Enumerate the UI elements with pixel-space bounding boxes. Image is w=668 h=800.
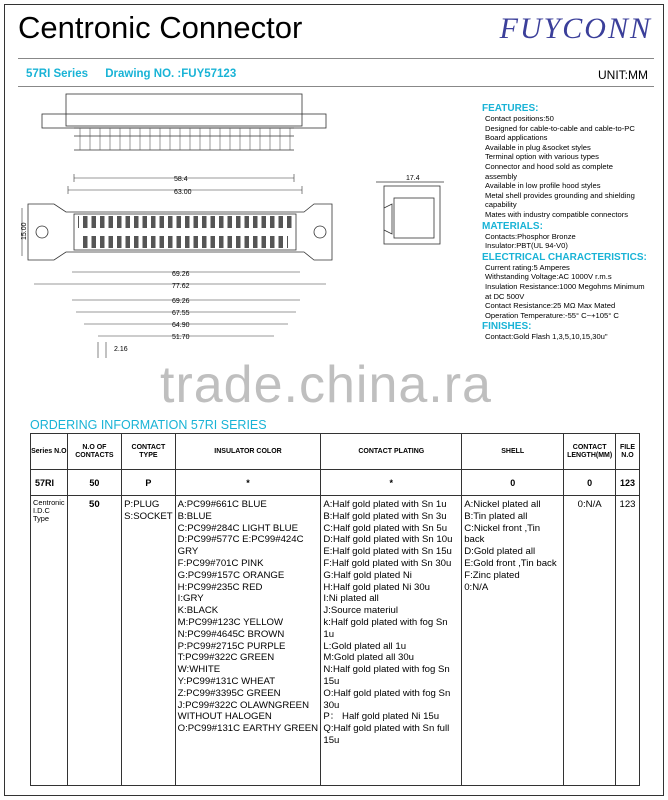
feature-item: Board applications — [485, 133, 548, 143]
side-view — [376, 182, 444, 244]
series-name: 57RI Series — [26, 68, 89, 80]
cell-length: 0 — [564, 470, 616, 496]
electrical-item: Insulation Resistance:1000 Megohms Minimum — [485, 281, 645, 291]
detail-plating: A:Half gold plated with Sn 1u B:Half gold plated with Sn 3u C:Half gold plated with Sn 5u D:Half gold plated with Sn 10u E:Half gold plated with Sn 15u F:Half gold plated with Sn 30u G:Half gold plated Ni H:Half gold plated Ni 30u I:Ni plated all J:Source materiul k:Half gold plated with fog Sn 1u L:Gold plated all 1u M:Gold plated all 30u N:Half gold plated with fog Sn 15u O:Half gold plated with fog Sn 30u P： Half gold plated Ni 15u Q:Half gold plated with Sn full 15u — [321, 496, 462, 786]
cell-contact-type: P — [122, 470, 176, 496]
detail-contact-type — [122, 496, 176, 786]
feature-item: Contact positions:50 — [485, 114, 554, 123]
material-item: Contacts:Phosphor Bronze — [485, 231, 576, 241]
feature-item: assembly — [485, 171, 518, 181]
watermark: trade.china.ra — [160, 356, 492, 414]
feature-item: Mates with industry compatible connectors — [485, 209, 629, 219]
table-header-row — [31, 434, 640, 470]
feature-item: Available in plug &socket styles — [485, 142, 591, 152]
feature-item: Terminal option with various types — [485, 152, 599, 162]
brand-logo: FUYCONN — [499, 12, 652, 45]
series-line — [26, 68, 250, 80]
electrical-heading: ELECTRICAL CHARACTERISTICS: — [482, 251, 647, 263]
cell-shell: 0 — [462, 470, 564, 496]
header-contacts: N.O OF CONTACTS — [67, 434, 122, 470]
dim-17-4: 17.4 — [406, 175, 420, 182]
feature-item: Available in low profile hood styles — [485, 181, 601, 191]
cell-plating: * — [321, 470, 462, 496]
dim-51-70: 51.70 — [172, 334, 190, 341]
features-heading: FEATURES: — [482, 103, 539, 114]
dim-58-4: 58.4 — [174, 176, 188, 183]
bottom-dimensions — [72, 300, 300, 358]
detail-shell: A:Nickel plated all B:Tin plated all C:Nickel front ,Tin back D:Gold plated all E:Gold front ,Tin back F:Zinc plated 0:N/A — [462, 496, 564, 786]
dim-15-00: 15.00 — [21, 222, 28, 240]
detail-length: 0:N/A — [564, 496, 616, 786]
header-plating: CONTACT PLATING — [321, 434, 462, 470]
detail-contacts: 50 — [67, 496, 122, 786]
front-view-contacts — [78, 216, 292, 248]
dim-69-26-b: 69.26 — [172, 298, 190, 305]
unit-label: UNIT:MM — [598, 68, 648, 82]
detail-contact-type-text: P:PLUG S:SOCKET — [124, 499, 173, 522]
header-length: CONTACT LENGTH(MM) — [564, 434, 616, 470]
ordering-table — [30, 433, 640, 786]
dim-67-55: 67.55 — [172, 310, 190, 317]
electrical-item: Contact Resistance:25 MΩ Max Mated — [485, 301, 616, 311]
page-title: Centronic Connector — [18, 10, 303, 45]
cell-series: 57RI — [31, 470, 68, 496]
material-item: Insulator:PBT(UL 94-V0) — [485, 241, 568, 251]
dim-77-62: 77.62 — [172, 283, 190, 290]
cell-contacts: 50 — [67, 470, 122, 496]
top-view-pins — [80, 128, 290, 150]
header-contact-type: CONTACT TYPE — [122, 434, 176, 470]
electrical-item: at DC 500V — [485, 291, 525, 301]
dim-2-16: 2.16 — [114, 346, 128, 353]
electrical-item: Withstanding Voltage:AC 1000V r.m.s — [485, 272, 612, 282]
header-series: Series N.O — [31, 434, 68, 470]
materials-heading: MATERIALS: — [482, 220, 543, 232]
detail-series: Centronic I.D.C Type — [31, 496, 68, 786]
front-view — [28, 204, 332, 260]
cell-insulator: * — [175, 470, 321, 496]
feature-item: Metal shell provides grounding and shielding — [485, 190, 635, 200]
drawing-number: Drawing NO. :FUY57123 — [105, 68, 237, 80]
feature-item: capability — [485, 200, 517, 210]
dim-63-00: 63.00 — [174, 189, 192, 196]
dim-69-26: 69.26 — [172, 271, 190, 278]
dim-64-90: 64.90 — [172, 322, 190, 329]
divider — [18, 58, 654, 59]
detail-insulator: A:PC99#661C BLUE B:BLUE C:PC99#284C LIGHT BLUE D:PC99#577C E:PC99#424C GRY F:PC99#701C PINK G:PC99#157C ORANGE H:PC99#235C RED I:GRY K:BLACK M:PC99#123C YELLOW N:PC99#4645C BROWN P:PC99#2715C PURPLE T:PC99#322C GREEN W:WHITE Y:PC99#131C WHEAT Z:PC99#3395C GREEN J:PC99#322C OLAWNGREEN WITHOUT HALOGEN O:PC99#131C EARTHY GREEN — [175, 496, 321, 786]
table-row-detail — [31, 496, 640, 786]
cell-file: 123 — [616, 470, 640, 496]
table-row-summary — [31, 470, 640, 496]
ordering-heading: ORDERING INFORMATION 57RI SERIES — [30, 418, 267, 432]
finish-item: Contact:Gold Flash 1,3,5,10,15,30u" — [485, 332, 608, 342]
detail-file: 123 — [616, 496, 640, 786]
header-shell: SHELL — [462, 434, 564, 470]
header-file: FILE N.O — [616, 434, 640, 470]
feature-item: Connector and hood sold as complete — [485, 161, 613, 171]
header-insulator: INSULATOR COLOR — [175, 434, 321, 470]
feature-item: Designed for cable-to-cable and cable-to-PC — [485, 123, 635, 133]
electrical-item: Current rating:5 Amperes — [485, 262, 570, 272]
spec-panel — [482, 102, 660, 342]
divider — [18, 86, 654, 87]
finishes-heading: FINISHES: — [482, 321, 532, 333]
top-view-body — [66, 94, 302, 126]
electrical-item: Operation Temperature:-55° C~+105° C — [485, 310, 619, 320]
